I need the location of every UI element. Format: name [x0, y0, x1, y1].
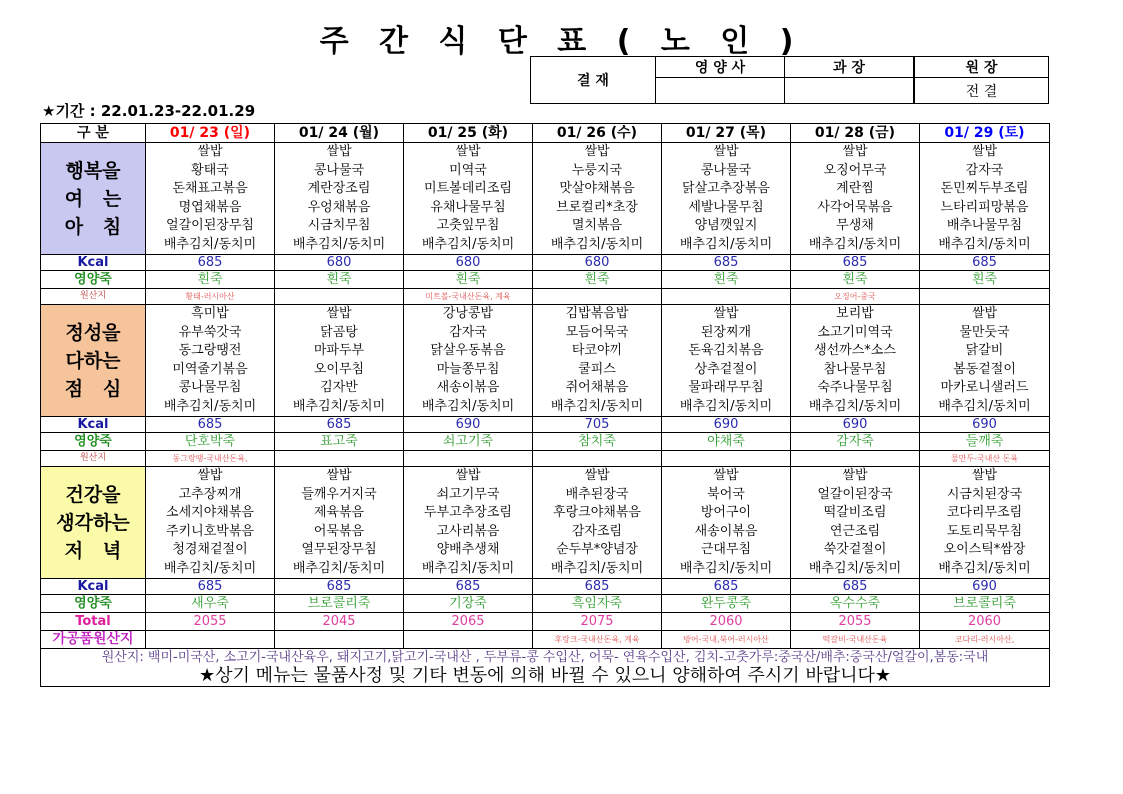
header-row — [41, 124, 1050, 143]
kcal-label: Kcal — [41, 579, 146, 595]
menu-item: 유부쑥갓국 — [178, 324, 242, 340]
origin-value: 동그랑땡-국내산돈육, — [146, 451, 275, 467]
menu-item: 멸치볶음 — [571, 218, 623, 233]
porridge-value: 쇠고기죽 — [404, 433, 533, 451]
menu-item: 배추김치/동치미 — [421, 560, 515, 576]
menu-cell — [146, 467, 275, 579]
breakfast-menu-row — [41, 143, 1050, 255]
footer-row — [41, 666, 1050, 687]
approval-label: 결 재 — [531, 57, 656, 104]
breakfast-kcal-row — [41, 255, 1050, 271]
menu-item: 황태국 — [191, 162, 229, 178]
menu-cell — [533, 143, 662, 255]
day-header: 01/ 27 (목) — [662, 124, 791, 143]
menu-item: 쌀밥 — [971, 306, 998, 321]
menu-cell — [275, 467, 404, 579]
origin-value — [920, 289, 1050, 305]
menu-item: 고추장찌개 — [178, 486, 242, 502]
menu-item: 쌀밥 — [326, 468, 352, 483]
kcal-value: 685 — [275, 417, 404, 433]
kcal-value: 685 — [146, 255, 275, 271]
menu-item: 쑥갓겉절이 — [823, 542, 887, 557]
menu-item: 새송이볶음 — [436, 380, 500, 395]
porridge-value: 흰죽 — [791, 271, 920, 289]
menu-item: 브로컬리*초장 — [556, 199, 638, 215]
approval-sign-nutritionist — [656, 78, 785, 104]
kcal-value: 685 — [146, 579, 275, 595]
weekly-menu-table — [40, 123, 1050, 687]
porridge-value: 옥수수죽 — [791, 595, 920, 613]
menu-item: 쌀밥 — [197, 144, 223, 159]
menu-item: 미역줄기볶음 — [172, 361, 248, 377]
menu-item: 누룽지국 — [571, 162, 623, 178]
menu-item: 물만둣국 — [959, 324, 1010, 340]
menu-item: 쥐어채볶음 — [565, 380, 629, 395]
porridge-value: 표고죽 — [275, 433, 404, 451]
porridge-value: 흰죽 — [146, 271, 275, 289]
menu-item: 배추김치/동치미 — [550, 560, 644, 576]
origin-value — [533, 289, 662, 305]
menu-item: 닭갈비 — [965, 343, 1004, 358]
menu-item: 배추김치/동치미 — [938, 398, 1031, 414]
processed-origin-value: 방어-국내,북어-러시아산 — [662, 631, 791, 649]
kcal-value: 685 — [533, 579, 662, 595]
dinner-menu-row — [41, 467, 1050, 579]
kcal-value: 685 — [275, 579, 404, 595]
porridge-value: 야채죽 — [662, 433, 791, 451]
menu-item: 김밥볶음밥 — [565, 306, 629, 321]
menu-item: 얼갈이된장국 — [817, 486, 893, 502]
menu-item: 돈민찌두부조림 — [940, 181, 1029, 196]
dinner-label: 건강을 생각하는 저 녁 — [41, 467, 146, 579]
menu-item: 고사리볶음 — [436, 523, 500, 539]
porridge-value: 브로콜리죽 — [275, 595, 404, 613]
menu-item: 돈채표고볶음 — [172, 181, 248, 196]
menu-cell — [146, 305, 275, 417]
origin-value — [662, 451, 791, 467]
menu-item: 김자반 — [320, 380, 358, 395]
menu-cell — [404, 143, 533, 255]
menu-item: 오이스틱*쌈장 — [943, 542, 1026, 557]
menu-item: 쌀밥 — [713, 468, 739, 483]
menu-item: 닭곰탕 — [320, 324, 358, 340]
menu-period: ★기간 : 22.01.23-22.01.29 — [42, 102, 256, 120]
menu-item: 코다리무조림 — [946, 505, 1023, 520]
menu-item: 얼갈이된장무침 — [166, 218, 254, 233]
origin-value — [275, 451, 404, 467]
porridge-value: 흰죽 — [404, 271, 533, 289]
menu-cell — [533, 305, 662, 417]
kcal-value: 685 — [920, 255, 1050, 271]
total-value: 2060 — [920, 613, 1050, 631]
origin-note-row — [41, 649, 1050, 667]
menu-item: 배추김치/동치미 — [679, 398, 773, 414]
menu-item: 마카로니샐러드 — [940, 380, 1029, 395]
processed-origin-value: 후랑크-국내산돈육, 계육 — [533, 631, 662, 649]
menu-item: 배추김치/동치미 — [163, 560, 257, 576]
menu-item: 계란찜 — [836, 181, 874, 196]
menu-item: 배추김치/동치미 — [292, 398, 386, 414]
origin-value: 오징어-중국 — [791, 289, 920, 305]
menu-item: 세발나물무침 — [688, 199, 764, 215]
porridge-value: 감자죽 — [791, 433, 920, 451]
menu-item: 들깨우거지국 — [301, 486, 377, 502]
menu-cell — [275, 143, 404, 255]
menu-item: 감자국 — [449, 324, 487, 340]
kcal-value: 685 — [146, 417, 275, 433]
menu-item: 감자국 — [965, 162, 1004, 178]
menu-item: 양념깻잎지 — [694, 218, 758, 233]
kcal-value: 685 — [791, 255, 920, 271]
porridge-value: 브로콜리죽 — [920, 595, 1050, 613]
menu-item: 숙주나물무침 — [817, 380, 893, 395]
total-value: 2065 — [404, 613, 533, 631]
menu-item: 타코야끼 — [571, 343, 623, 358]
total-value: 2055 — [146, 613, 275, 631]
approval-role-director: 원 장 — [914, 57, 1049, 78]
menu-item: 방어구이 — [700, 505, 752, 520]
menu-cell — [404, 305, 533, 417]
kcal-value: 685 — [791, 579, 920, 595]
menu-item: 무생채 — [836, 218, 874, 233]
approval-sign-director: 전 결 — [914, 78, 1049, 104]
day-header: 01/ 23 (일) — [146, 124, 275, 143]
menu-item: 쌀밥 — [197, 468, 223, 483]
kcal-label: Kcal — [41, 417, 146, 433]
menu-item: 우엉채볶음 — [307, 199, 371, 215]
menu-item: 미트볼데리조림 — [424, 181, 512, 196]
menu-item: 소고기미역국 — [817, 324, 893, 340]
total-value: 2045 — [275, 613, 404, 631]
origin-value: 황태-러시아산 — [146, 289, 275, 305]
menu-item: 어묵볶음 — [313, 523, 365, 539]
kcal-value: 685 — [662, 579, 791, 595]
menu-item: 모듬어묵국 — [565, 324, 629, 340]
menu-item: 배추나물무침 — [946, 218, 1023, 233]
total-value: 2055 — [791, 613, 920, 631]
menu-item: 상추겉절이 — [694, 361, 758, 377]
menu-item: 시금치된장국 — [946, 486, 1023, 502]
menu-cell — [146, 143, 275, 255]
total-row — [41, 613, 1050, 631]
page-title: 주 간 식 단 표 ( 노 인 ) — [319, 24, 804, 59]
menu-item: 참나물무침 — [823, 361, 887, 377]
menu-item: 콩나물국 — [313, 162, 365, 178]
dinner-porridge-row — [41, 595, 1050, 613]
porridge-value: 흰죽 — [533, 271, 662, 289]
menu-cell — [791, 467, 920, 579]
menu-item: 물파래무무침 — [688, 380, 764, 395]
menu-cell — [662, 305, 791, 417]
menu-item: 쌀밥 — [455, 144, 481, 159]
menu-item: 주키니호박볶음 — [166, 523, 254, 539]
porridge-value: 들깨죽 — [920, 433, 1050, 451]
menu-item: 봄동겉절이 — [953, 361, 1016, 377]
processed-origin-value — [146, 631, 275, 649]
menu-item: 양배추생채 — [436, 542, 500, 557]
day-header: 01/ 26 (수) — [533, 124, 662, 143]
approval-role-nutritionist: 영 양 사 — [656, 57, 785, 78]
day-header: 01/ 24 (월) — [275, 124, 404, 143]
menu-item: 청경채겉절이 — [172, 542, 248, 557]
menu-item: 쌀밥 — [584, 144, 610, 159]
menu-item: 감자조림 — [571, 523, 623, 539]
day-header: 01/ 25 (화) — [404, 124, 533, 143]
menu-item: 두부고추장조림 — [424, 505, 512, 520]
porridge-value: 새우죽 — [146, 595, 275, 613]
menu-item: 쌀밥 — [326, 306, 352, 321]
menu-item: 동그랑땡전 — [178, 343, 242, 358]
menu-item: 쌀밥 — [842, 144, 868, 159]
origin-value — [404, 451, 533, 467]
origin-label: 원산지 — [41, 289, 146, 305]
menu-item: 쌀밥 — [842, 468, 868, 483]
kcal-value: 685 — [404, 579, 533, 595]
processed-origin-value: 코다리-러시아산, — [920, 631, 1050, 649]
kcal-value: 685 — [662, 255, 791, 271]
lunch-kcal-row — [41, 417, 1050, 433]
processed-origin-value — [275, 631, 404, 649]
menu-item: 쌀밥 — [971, 144, 998, 159]
porridge-value: 참치죽 — [533, 433, 662, 451]
kcal-value: 690 — [791, 417, 920, 433]
menu-item: 시금치무침 — [307, 218, 371, 233]
menu-item: 느타리피망볶음 — [940, 199, 1029, 215]
menu-item: 보리밥 — [836, 306, 874, 321]
kcal-value: 680 — [533, 255, 662, 271]
menu-cell — [662, 467, 791, 579]
menu-item: 된장찌개 — [700, 324, 752, 340]
origin-value — [533, 451, 662, 467]
menu-item: 배추김치/동치미 — [808, 236, 902, 252]
porridge-value: 흰죽 — [920, 271, 1050, 289]
menu-item: 마파두부 — [313, 343, 365, 358]
header-corner: 구 분 — [41, 124, 146, 143]
processed-origin-row — [41, 631, 1050, 649]
processed-origin-value: 떡갈비-국내산돈육 — [791, 631, 920, 649]
processed-origin-value — [404, 631, 533, 649]
menu-cell — [533, 467, 662, 579]
footer-note: ★상기 메뉴는 물품사정 및 기타 변동에 의해 바뀔 수 있으니 양해하여 주시기 바랍니다★ — [41, 666, 1050, 687]
origin-value: 물만두-국내산 돈육 — [920, 451, 1050, 467]
menu-item: 배추김치/동치미 — [421, 236, 515, 252]
breakfast-porridge-row — [41, 271, 1050, 289]
menu-item: 배추김치/동치미 — [808, 560, 902, 576]
porridge-value: 완두콩죽 — [662, 595, 791, 613]
menu-item: 쌀밥 — [326, 144, 352, 159]
menu-cell — [791, 305, 920, 417]
approval-sign-manager — [785, 78, 915, 104]
porridge-value: 흰죽 — [662, 271, 791, 289]
porridge-label: 영양죽 — [41, 271, 146, 289]
menu-item: 후랑크야채볶음 — [553, 505, 641, 520]
menu-item: 고춧잎무침 — [436, 218, 500, 233]
menu-item: 유채나물무침 — [430, 199, 506, 215]
menu-item: 도토리묵무침 — [946, 523, 1023, 539]
menu-item: 쿨피스 — [578, 361, 616, 377]
menu-item: 소세지야채볶음 — [166, 505, 254, 520]
menu-item: 새송이볶음 — [694, 523, 758, 539]
total-label: Total — [41, 613, 146, 631]
menu-item: 배추김치/동치미 — [808, 398, 902, 414]
menu-item: 콩나물국 — [700, 162, 752, 178]
menu-cell — [920, 467, 1050, 579]
approval-box — [530, 56, 1049, 104]
lunch-origin-row — [41, 451, 1050, 467]
kcal-value: 690 — [920, 579, 1050, 595]
menu-item: 닭살고추장볶음 — [682, 181, 770, 196]
porridge-value: 단호박죽 — [146, 433, 275, 451]
kcal-value: 690 — [920, 417, 1050, 433]
menu-item: 북어국 — [707, 486, 745, 502]
kcal-value: 680 — [275, 255, 404, 271]
menu-item: 배추김치/동치미 — [938, 560, 1031, 576]
menu-item: 마늘쫑무침 — [436, 361, 500, 377]
menu-item: 계란장조림 — [307, 181, 371, 196]
kcal-label: Kcal — [41, 255, 146, 271]
menu-item: 배추김치/동치미 — [550, 236, 644, 252]
menu-item: 흑미밥 — [191, 306, 229, 321]
menu-item: 강낭콩밥 — [442, 306, 494, 321]
porridge-label: 영양죽 — [41, 595, 146, 613]
menu-item: 맛살야채볶음 — [559, 181, 635, 196]
menu-item: 배추김치/동치미 — [292, 236, 386, 252]
menu-item: 배추김치/동치미 — [550, 398, 644, 414]
origin-note: 원산지: 백미-미국산, 소고기-국내산육우, 돼지고기,닭고기-국내산 , 두부류-콩 수입산, 어묵- 연육수입산, 김치-고춧가루:중국산/배추:중국산/얼갈이,봄동:국내 — [41, 649, 1050, 667]
menu-item: 배추김치/동치미 — [292, 560, 386, 576]
menu-item: 쇠고기무국 — [436, 486, 500, 502]
menu-item: 쌀밥 — [584, 468, 610, 483]
origin-label: 원산지 — [41, 451, 146, 467]
processed-origin-label: 가공품원산지 — [41, 631, 146, 649]
menu-item: 쌀밥 — [713, 144, 739, 159]
lunch-label: 정성을 다하는 점 심 — [41, 305, 146, 417]
porridge-value: 기장죽 — [404, 595, 533, 613]
menu-cell — [404, 467, 533, 579]
breakfast-origin-row — [41, 289, 1050, 305]
menu-item: 순두부*양념장 — [556, 542, 638, 557]
menu-item: 쌀밥 — [455, 468, 481, 483]
menu-cell — [920, 143, 1050, 255]
origin-value — [662, 289, 791, 305]
menu-item: 배추된장국 — [565, 486, 629, 502]
menu-item: 미역국 — [449, 162, 487, 178]
porridge-value: 흰죽 — [275, 271, 404, 289]
lunch-menu-row — [41, 305, 1050, 417]
menu-item: 오이무침 — [313, 361, 365, 377]
total-value: 2060 — [662, 613, 791, 631]
menu-item: 열무된장무침 — [301, 542, 377, 557]
menu-cell — [920, 305, 1050, 417]
menu-item: 쌀밥 — [713, 306, 739, 321]
menu-item: 제육볶음 — [313, 505, 365, 520]
porridge-value: 흑임자죽 — [533, 595, 662, 613]
menu-item: 배추김치/동치미 — [938, 236, 1031, 252]
origin-value — [275, 289, 404, 305]
menu-item: 생선까스*소스 — [814, 343, 896, 358]
dinner-kcal-row — [41, 579, 1050, 595]
menu-item: 돈육김치볶음 — [688, 343, 764, 358]
menu-item: 배추김치/동치미 — [163, 398, 257, 414]
day-header: 01/ 28 (금) — [791, 124, 920, 143]
origin-value — [791, 451, 920, 467]
menu-cell — [275, 305, 404, 417]
menu-item: 쌀밥 — [971, 468, 998, 483]
kcal-value: 705 — [533, 417, 662, 433]
lunch-porridge-row — [41, 433, 1050, 451]
menu-item: 콩나물무침 — [178, 380, 242, 395]
total-value: 2075 — [533, 613, 662, 631]
menu-item: 떡갈비조림 — [823, 505, 887, 520]
menu-item: 배추김치/동치미 — [679, 236, 773, 252]
menu-item: 명엽채볶음 — [178, 199, 242, 215]
origin-value: 미트볼-국내산돈육, 계육 — [404, 289, 533, 305]
menu-item: 사각어묵볶음 — [817, 199, 893, 215]
menu-item: 연근조림 — [829, 523, 881, 539]
menu-item: 배추김치/동치미 — [163, 236, 257, 252]
menu-item: 오징어무국 — [823, 162, 887, 178]
menu-cell — [791, 143, 920, 255]
porridge-label: 영양죽 — [41, 433, 146, 451]
kcal-value: 690 — [404, 417, 533, 433]
breakfast-label: 행복을 여 는 아 침 — [41, 143, 146, 255]
day-header: 01/ 29 (토) — [920, 124, 1050, 143]
kcal-value: 680 — [404, 255, 533, 271]
menu-cell — [662, 143, 791, 255]
kcal-value: 690 — [662, 417, 791, 433]
menu-item: 배추김치/동치미 — [421, 398, 515, 414]
menu-item: 배추김치/동치미 — [679, 560, 773, 576]
menu-item: 근대무침 — [700, 542, 752, 557]
approval-role-manager: 과 장 — [785, 57, 915, 78]
menu-item: 닭살우동볶음 — [430, 343, 506, 358]
